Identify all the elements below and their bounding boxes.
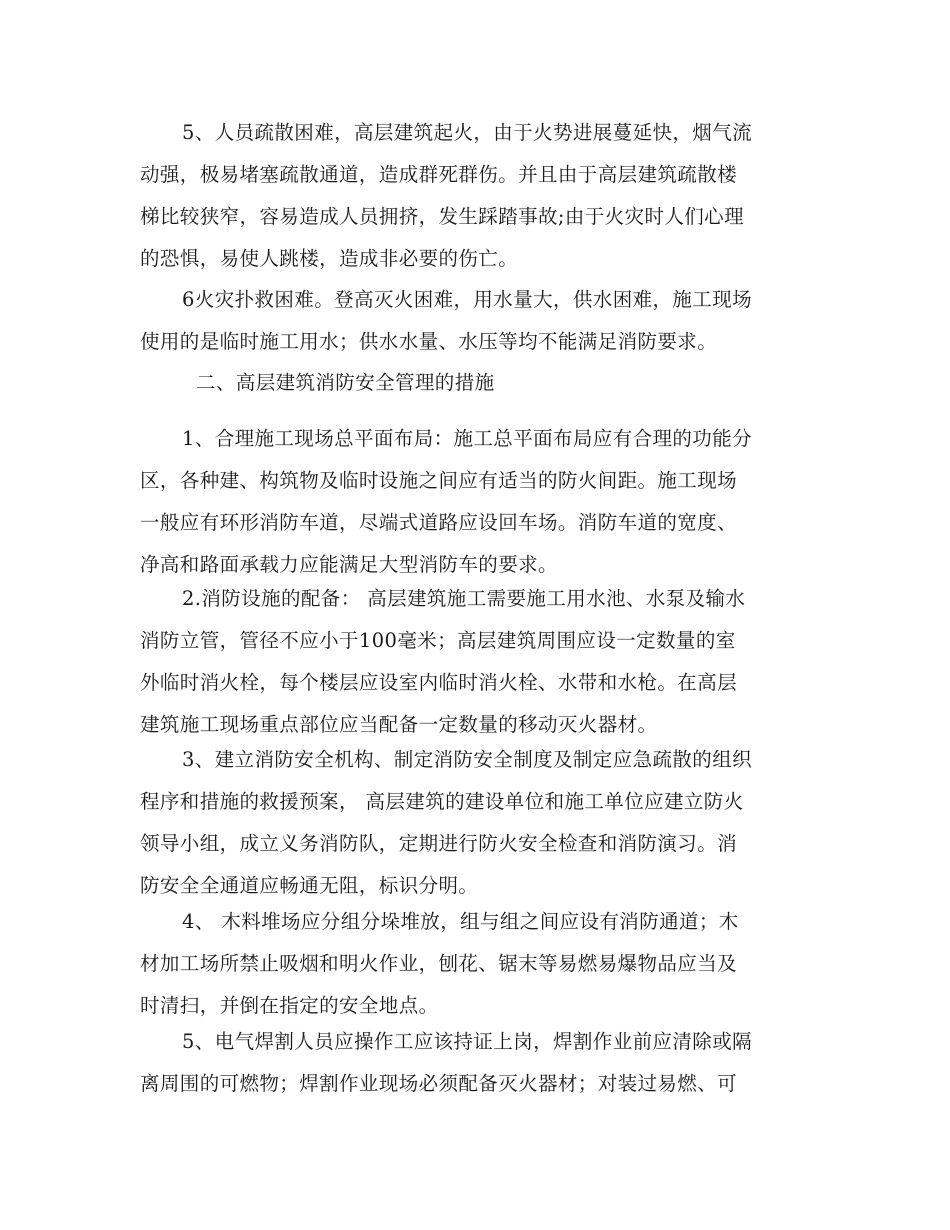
text-line: 3、建立消防安全机构、制定消防安全制度及制定应急疏散的组织 — [182, 748, 753, 771]
text-line: 程序和措施的救援预案， 高层建筑的建设单位和施工单位应建立防火 — [140, 790, 744, 813]
paragraph-welding — [140, 1021, 815, 1105]
text-line: 建筑施工现场重点部位应当配备一定数量的移动灭火器材。 — [140, 713, 658, 736]
text-line: 5、人员疏散困难，高层建筑起火，由于火势进展蔓延快，烟气流 — [182, 121, 753, 144]
paragraph-site-layout — [140, 418, 815, 586]
heading-text: 二、高层建筑消防安全管理的措施 — [196, 371, 495, 394]
text-line: 净高和路面承载力应能满足大型消防车的要求。 — [140, 553, 558, 576]
text-line: 使用的是临时施工用水；供水水量、水压等均不能满足消防要求。 — [140, 330, 718, 353]
paragraph-fire-facilities — [140, 578, 815, 746]
text-line: 外临时消火栓，每个楼层应设室内临时消火栓、水带和水枪。在高层 — [140, 671, 738, 694]
text-line: 4、 木料堆场应分组分垛堆放，组与组之间应设有消防通道；木 — [182, 910, 739, 933]
text-line: 消防立管，管径不应小于100毫米；高层建筑周围应设一定数量的室 — [140, 629, 736, 652]
text-line: 时清扫，并倒在指定的安全地点。 — [140, 994, 439, 1017]
text-line: 区，各种建、构筑物及临时设施之间应有适当的防火间距。施工现场 — [140, 469, 738, 492]
text-line: 一般应有环形消防车道，尽端式道路应设回车场。消防车道的宽度、 — [140, 511, 738, 534]
text-line: 领导小组，成立义务消防队，定期进行防火安全检查和消防演习。消 — [140, 832, 738, 855]
text-line: 防安全全通道应畅通无阻，标识分明。 — [140, 874, 479, 897]
text-line: 离周围的可燃物；焊割作业现场必须配备灭火器材；对装过易燃、可 — [140, 1072, 738, 1095]
text-line: 6火灾扑救困难。登高灭火困难，用水量大，供水困难，施工现场 — [182, 288, 753, 311]
text-line: 材加工场所禁止吸烟和明火作业，刨花、锯末等易燃易爆物品应当及 — [140, 952, 738, 975]
paragraph-timber-storage — [140, 901, 815, 1027]
text-line: 梯比较狭窄，容易造成人员拥挤，发生踩踏事故;由于火灾时人们心理 — [140, 205, 744, 228]
text-line: 5、电气焊割人员应操作工应该持证上岗，焊割作业前应清除或隔 — [182, 1030, 753, 1053]
text-line: 的恐惧，易使人跳楼，造成非必要的伤亡。 — [140, 247, 519, 270]
paragraph-firefighting — [140, 279, 815, 363]
text-line: 动强，极易堵塞疏散通道，造成群死群伤。并且由于高层建筑疏散楼 — [140, 163, 738, 186]
paragraph-evacuation — [140, 112, 815, 280]
paragraph-safety-organization — [140, 739, 815, 907]
text-line: 2.消防设施的配备： 高层建筑施工需要施工用水池、水泵及输水 — [182, 587, 746, 610]
text-line: 1、合理施工现场总平面布局：施工总平面布局应有合理的功能分 — [182, 427, 753, 450]
section-heading — [140, 362, 815, 404]
